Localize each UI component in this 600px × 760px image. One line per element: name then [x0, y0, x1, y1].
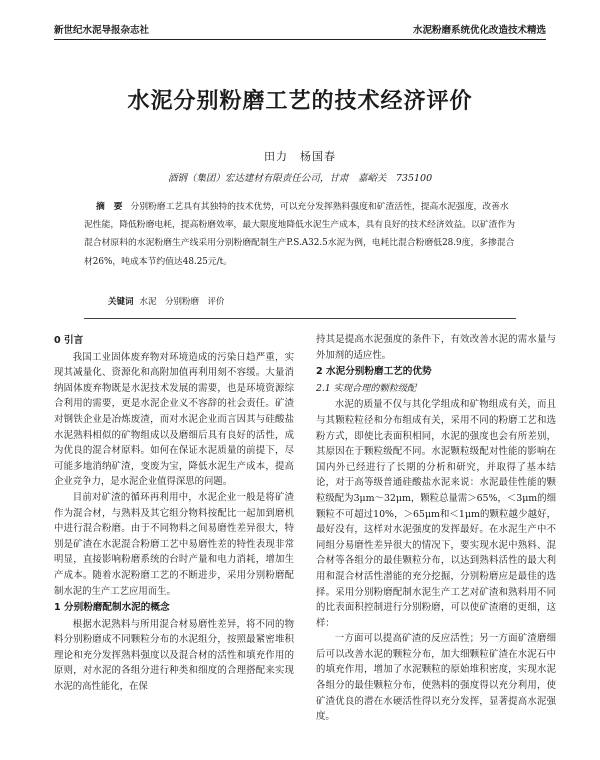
section-heading: 0 引言	[54, 335, 84, 346]
abstract-label: 摘 要	[96, 202, 123, 212]
paragraph: 一方面可以提高矿渣的反应活性；另一方面矿渣磨细后可以改善水泥的颗粒分布，加大细颗粒矿渣在水泥石中的填充作用，增加了水泥颗粒的原始堆积密度，实现水泥各组分的最佳颗粒分布，使熟料的强度得以充分利用，使矿渣优良的潜在水硬活性得以充分发挥，显著提高水泥强度。	[316, 633, 556, 723]
keywords-label: 关键词	[108, 297, 134, 307]
abstract-rule	[84, 318, 516, 319]
section-heading: 2 水泥分别粉磨工艺的优势	[316, 366, 432, 378]
section-heading: 1 分别粉磨配制水泥的概念	[54, 602, 170, 614]
article-authors: 田力 杨国春	[264, 150, 336, 163]
keywords-block	[108, 295, 516, 307]
right-column	[316, 332, 556, 725]
left-column	[54, 332, 294, 695]
abstract-block	[84, 198, 516, 271]
paragraph: 我国工业固体废弃物对环境造成的污染日趋严重，实现其减量化、资源化和高附加值再利用刻不容缓。大量消纳固体废弃物既是水泥技术发展的需要，也是环境资源综合利用的需要，更是水泥企业义不容辞的社会责任。矿渣对钢铁企业是冶炼废渣，而对水泥企业而言因其与硅酸盐水泥熟料相似的矿物组成以及磨细后具有良好的活性，成为优良的混合材原料。如何在保证水泥质量的前提下，尽可能多地消纳矿渣，变废为宝，降低水泥生产成本，提高企业竞争力，是水泥企业值得深思的问题。	[54, 351, 294, 488]
paragraph: 根据水泥熟料与所用混合材易磨性差异，将不同的物料分别粉磨成不同颗粒分布的水泥组分，按照最紧密堆积理论和充分发挥熟料强度以及混合材的活性和填充作用的原则，对水泥的各组分进行种类和细度的合理搭配来实现水泥的高性能化，在保	[54, 618, 294, 693]
keywords-text: 水泥 分别粉磨 评价	[139, 297, 225, 307]
article-affiliation: 酒钢（集团）宏达建材有限责任公司，甘肃 嘉峪关 735100	[167, 173, 433, 184]
abstract-text: 分别粉磨工艺具有其独特的技术优势，可以充分发挥熟料强度和矿渣活性，提高水泥强度，改善水泥性能，降低粉磨电耗，提高粉磨效率，最大限度地降低水泥生产成本，具有良好的技术经济效益。以矿渣作为混合材原料的水泥粉磨生产线采用分别粉磨配制生产P.S.A32.5水泥为例，电耗比混合粉磨低28.9度，多掺混合材26%，吨成本节约值达48.25元/t。	[84, 202, 516, 267]
header-collection: 水泥粉磨系统优化改造技术精选	[412, 25, 546, 36]
paragraph-continued: 持其是提高水泥强度的条件下，有效改善水泥的需水量与外加剂的适应性。	[316, 334, 556, 361]
article-title: 水泥分别粉磨工艺的技术经济评价	[127, 89, 473, 114]
paragraph: 水泥的质量不仅与其化学组成和矿物组成有关，而且与其颗粒粒径和分布组成有关，采用不同的粉磨工艺和选粉方式，即使比表面积相同，水泥的强度也会有所差别，其原因在于颗粒级配不同。水泥颗粒级配对性能的影响在国内外已经进行了长期的分析和研究，并取得了基本结论，对于高等级普通硅酸盐水泥来说：水泥最佳性能的颗粒级配为3μm～32μm，颗粒总量需＞65%，＜3μm的细颗粒不可超过10%，＞65μm和＜1μm的颗粒越少越好，最好没有，这样对水泥强度的发挥最好。在水泥生产中不同组分易磨性差异很大的情况下，要实现水泥中熟料、混合材等各组分的最佳颗粒分布，以达到熟料活性的最大利用和混合材活性潜能的充分挖掘，分别粉磨应是最佳的选择。采用分别粉磨配制水泥生产工艺对矿渣和熟料用不同的比表面积控制进行分别粉磨，可以使矿渣磨的更细，这样：	[316, 399, 556, 629]
header-journal: 新世纪水泥导报杂志社	[54, 25, 150, 36]
paragraph: 目前对矿渣的循环再利用中，水泥企业一般是将矿渣作为混合材，与熟料及其它组分物料按配比一起加到磨机中进行混合粉磨。由于不同物料之间易磨性差异很大，特别是矿渣在水泥混合粉磨工艺中易磨性差的特性表现非常明显，直接影响粉磨系统的台时产量和电力消耗，增加生产成本。随着水泥粉磨工艺的不断进步，采用分别粉磨配制水泥的生产工艺应用而生。	[54, 491, 294, 597]
header-rule	[54, 39, 546, 40]
subsection-heading: 2.1 实现合理的颗粒级配	[316, 382, 417, 394]
